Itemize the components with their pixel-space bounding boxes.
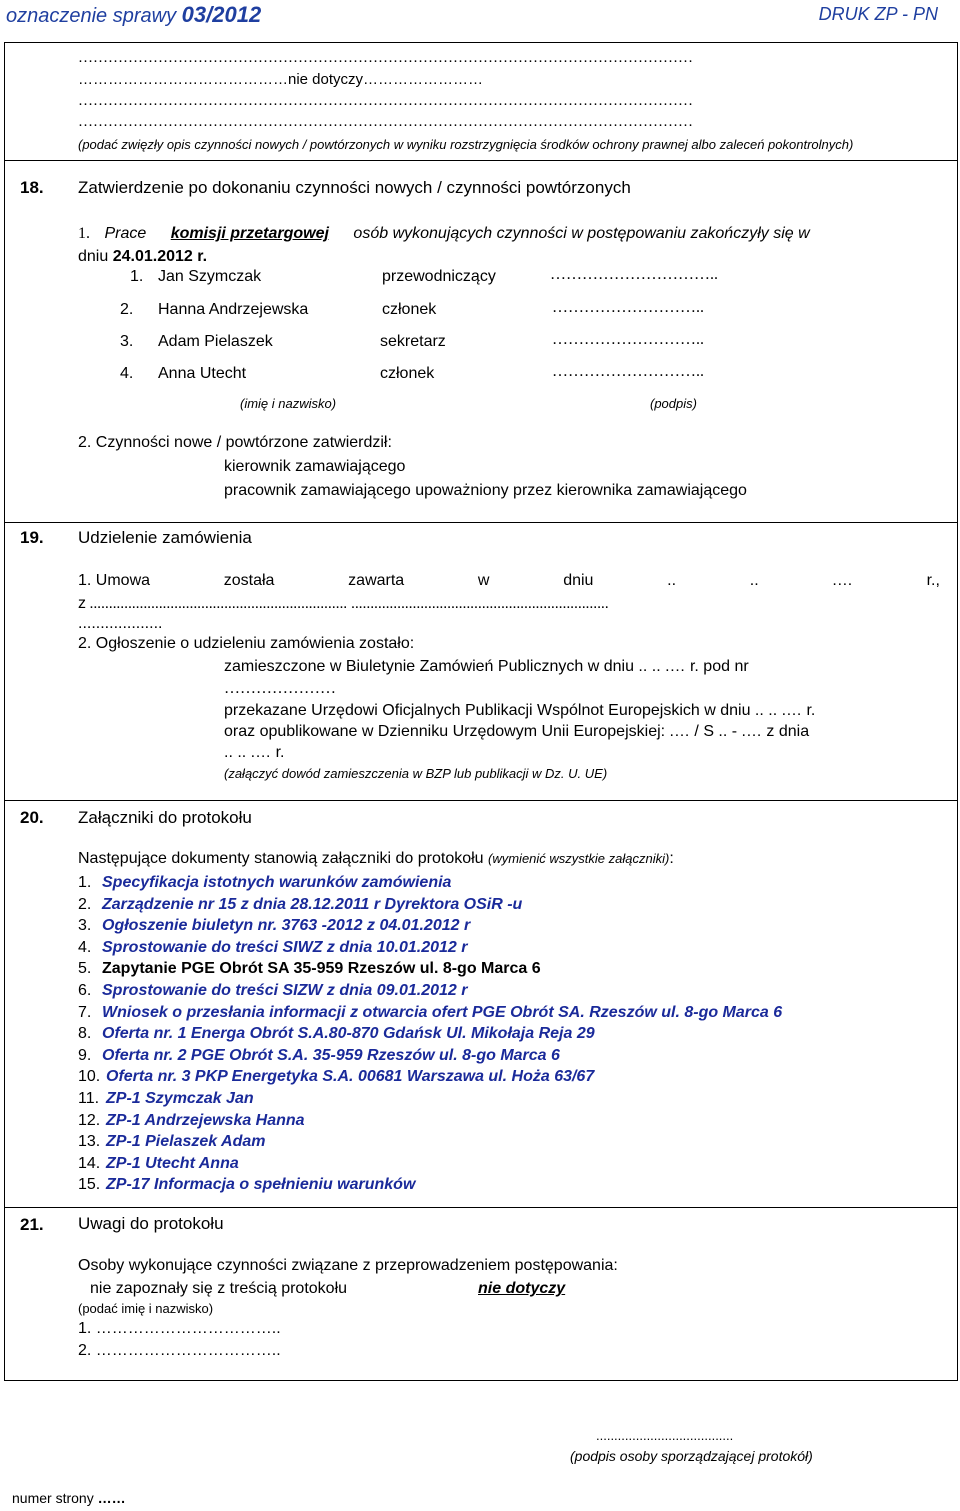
s19-p2-b: …………………: [224, 680, 336, 697]
name-caption: (imię i nazwisko): [240, 396, 337, 411]
s19-p1-word: 1. Umowa: [78, 572, 151, 589]
s18-p1-c: osób wykonujących czynności w postępowaniu zakończyły się w: [353, 225, 810, 242]
s18-p1-line2: [78, 248, 207, 266]
s19-p2-d: oraz opublikowane w Dzienniku Urzędowym Unii Europejskiej: .… / S .. - .… z dnia: [224, 723, 810, 740]
signature-caption: (podpis): [650, 396, 697, 411]
attachment-text: Specyfikacja istotnych warunków zamówienia: [102, 874, 452, 891]
attachment-text: Ogłoszenie biuletyn nr. 3763 -2012 z 04.01.2012 r: [102, 917, 471, 935]
attachment-text: Wniosek o przesłania informacji z otwarcia ofert PGE Obrót SA. Rzeszów ul. 8-go Marca 6: [102, 1003, 783, 1021]
s21-person-1: 1. ……………………………..: [78, 1320, 281, 1337]
member-name: Anna Utecht: [158, 365, 247, 382]
attachment-num: 5.: [78, 960, 92, 978]
s19-p1-line1: [78, 572, 940, 590]
attachment-num: 8.: [78, 1025, 92, 1043]
page-number-label: [12, 1490, 126, 1506]
member-name: Jan Szymczak: [158, 268, 262, 285]
member-signature: …………………………..: [550, 266, 718, 283]
attachment-num: 7.: [78, 1003, 92, 1021]
member-role: członek: [380, 365, 435, 382]
attachment-num: 15.: [78, 1176, 101, 1194]
section-19-number: 19.: [20, 528, 44, 547]
attachment-item: [78, 1131, 782, 1153]
s19-p1-word: w: [477, 572, 490, 589]
attachment-num: 14.: [78, 1154, 101, 1172]
member-num: 3.: [120, 333, 134, 350]
member-role: przewodniczący: [382, 268, 496, 285]
member-num: 2.: [120, 301, 134, 318]
attachment-num: 4.: [78, 938, 92, 956]
s18-p1-commission: komisji przetargowej: [170, 225, 329, 242]
member-name: Hanna Andrzejewska: [158, 301, 309, 318]
attachment-num: 9.: [78, 1046, 92, 1064]
attachment-item: [78, 1045, 782, 1067]
attachment-num: 13.: [78, 1133, 101, 1151]
divider-19: [4, 522, 958, 523]
s19-p1-word: dniu: [563, 572, 594, 589]
dots-line-3: ……………………………………………………………………………………………………………: [78, 93, 693, 109]
attachment-item: [78, 980, 782, 1002]
attachment-num: 10.: [78, 1068, 101, 1086]
s18-p2-a: kierownik zamawiającego: [224, 458, 406, 475]
attachment-item: [78, 1023, 782, 1045]
divider-18: [4, 160, 958, 161]
page-label: numer strony: [12, 1490, 94, 1506]
s20-intro-text: Następujące dokumenty stanowią załączniki do protokołu: [78, 850, 484, 867]
member-signature: ………………………..: [552, 331, 704, 348]
s19-p1-line3: ...................: [78, 615, 163, 632]
s18-p1-num: 1.: [78, 225, 90, 242]
divider-20: [4, 800, 958, 801]
s18-p1-date: 24.01.2012 r.: [112, 248, 208, 265]
box-right: [957, 42, 958, 1381]
member-signature: ………………………..: [552, 299, 704, 316]
attachment-text: Sprostowanie do treści SIWZ z dnia 10.01.2012 r: [102, 938, 468, 956]
member-role: sekretarz: [380, 333, 446, 350]
s18-p1-line1: [78, 225, 810, 243]
attachment-text: ZP-1 Andrzejewska Hanna: [106, 1111, 305, 1129]
s19-p1-word: r.,: [926, 572, 940, 589]
attachments-list: [78, 872, 782, 1196]
s21-value: nie dotyczy: [478, 1280, 566, 1297]
attachment-item: [78, 1066, 782, 1088]
s19-p1-word: ..: [749, 572, 759, 589]
s19-p2-a: zamieszczone w Biuletynie Zamówień Publicznych w dniu .. .. .… r. pod nr: [224, 658, 749, 675]
s19-p2-e: .. .. .… r.: [224, 744, 285, 761]
attachment-item: [78, 937, 782, 959]
attachment-num: 3.: [78, 917, 92, 935]
section-20-number: 20.: [20, 808, 44, 827]
s19-p1-word: zawarta: [348, 572, 405, 589]
top-note: (podać zwięzły opis czynności nowych / powtórzonych w wyniku rozstrzygnięcia środków ochrony prawnej albo zaleceń pokontrolnych): [78, 137, 854, 152]
member-signature: ………………………..: [552, 363, 704, 380]
s20-intro-note: (wymienić wszystkie załączniki): [488, 851, 670, 866]
attachment-text: ZP-1 Pielaszek Adam: [106, 1133, 266, 1151]
attachment-num: 11.: [78, 1089, 100, 1107]
member-name: Adam Pielaszek: [158, 333, 273, 350]
attachment-item: [78, 915, 782, 937]
page-dots: ……: [97, 1490, 126, 1506]
s19-p1-word: ..: [667, 572, 677, 589]
member-num: 4.: [120, 365, 134, 382]
attachment-item: [78, 1153, 782, 1175]
not-applicable-line: ……………………………………nie dotyczy……………………: [78, 71, 484, 88]
attachment-text: Zarządzenie nr 15 z dnia 28.12.2011 r Dyrektora OSiR -u: [102, 895, 523, 913]
attachment-text: Oferta nr. 1 Energa Obrót S.A.80-870 Gdańsk Ul. Mikołaja Reja 29: [102, 1025, 595, 1043]
box-left: [4, 42, 5, 1381]
attachment-text: Sprostowanie do treści SIZW z dnia 09.01.2012 r: [102, 981, 468, 999]
attachment-item: [78, 1088, 782, 1110]
attachment-item: [78, 1110, 782, 1132]
attachment-item: [78, 1002, 782, 1024]
dots-line-1: ……………………………………………………………………………………………………………: [78, 50, 693, 66]
attachment-num: 1.: [78, 874, 92, 891]
attachment-item: [78, 958, 782, 980]
section-18-number: 18.: [20, 178, 44, 197]
attachment-text: ZP-1 Utecht Anna: [106, 1154, 239, 1172]
s19-p1-line2: z ................................................................... ...................................................................: [78, 595, 609, 612]
s18-p1-a: Prace: [104, 225, 147, 242]
s19-p1-word: została: [223, 572, 275, 589]
attachment-num: 2.: [78, 895, 92, 913]
box-bottom: [4, 1380, 958, 1381]
section-19-title: Udzielenie zamówienia: [78, 528, 252, 547]
case-header: [6, 2, 261, 28]
attachment-text: ZP-17 Informacja o spełnieniu warunków: [106, 1176, 416, 1194]
section-21-title: Uwagi do protokołu: [78, 1214, 224, 1233]
form-name: DRUK ZP - PN: [818, 4, 938, 24]
member-role: członek: [382, 301, 437, 318]
s18-p2-b: pracownik zamawiającego upoważniony przez kierownika zamawiającego: [224, 482, 747, 499]
box-top: [4, 42, 958, 43]
s21-intro: Osoby wykonujące czynności związane z przeprowadzeniem postępowania:: [78, 1257, 618, 1274]
section-18-title: Zatwierdzenie po dokonaniu czynności nowych / czynności powtórzonych: [78, 178, 631, 197]
signature-caption-footer: (podpis osoby sporządzającej protokół): [570, 1448, 813, 1464]
attachment-item: [78, 872, 782, 894]
s21-person-2: 2. ……………………………..: [78, 1342, 281, 1359]
attachment-num: 6.: [78, 981, 92, 999]
section-20-title: Załączniki do protokołu: [78, 808, 252, 827]
s19-p1-word: .…: [832, 572, 853, 589]
s19-p2-note: (załączyć dowód zamieszczenia w BZP lub publikacji w Dz. U. UE): [224, 766, 608, 781]
attachment-text: Oferta nr. 3 PKP Energetyka S.A. 00681 Warszawa ul. Hoża 63/67: [106, 1068, 595, 1086]
s20-intro-colon: :: [669, 850, 674, 867]
attachment-item: [78, 894, 782, 916]
attachment-text: ZP-1 Szymczak Jan: [106, 1089, 254, 1107]
attachment-item: [78, 1174, 782, 1196]
s18-p2: 2. Czynności nowe / powtórzone zatwierdził:: [78, 434, 392, 451]
attachment-text: Oferta nr. 2 PGE Obrót S.A. 35-959 Rzeszów ul. 8-go Marca 6: [102, 1046, 560, 1064]
attachment-num: 12.: [78, 1111, 101, 1129]
s18-p1-d: dniu: [78, 248, 109, 265]
s19-p2-c: przekazane Urzędowi Oficjalnych Publikacji Wspólnot Europejskich w dniu .. .. .… r.: [224, 702, 816, 719]
s19-p2: 2. Ogłoszenie o udzieleniu zamówienia zostało:: [78, 635, 415, 652]
s21-line: nie zapoznały się z treścią protokołu: [90, 1280, 348, 1297]
s21-note: (podać imię i nazwisko): [78, 1301, 214, 1316]
case-number: 03/2012: [181, 2, 262, 27]
s20-intro: [78, 850, 674, 868]
signature-dots: ......................................: [596, 1428, 734, 1443]
case-label: oznaczenie sprawy: [6, 5, 177, 27]
divider-21: [4, 1207, 958, 1208]
section-21-number: 21.: [20, 1215, 44, 1234]
member-num: 1.: [130, 268, 144, 285]
attachment-text: Zapytanie PGE Obrót SA 35-959 Rzeszów ul. 8-go Marca 6: [102, 960, 541, 978]
dots-line-4: ……………………………………………………………………………………………………………: [78, 114, 693, 130]
